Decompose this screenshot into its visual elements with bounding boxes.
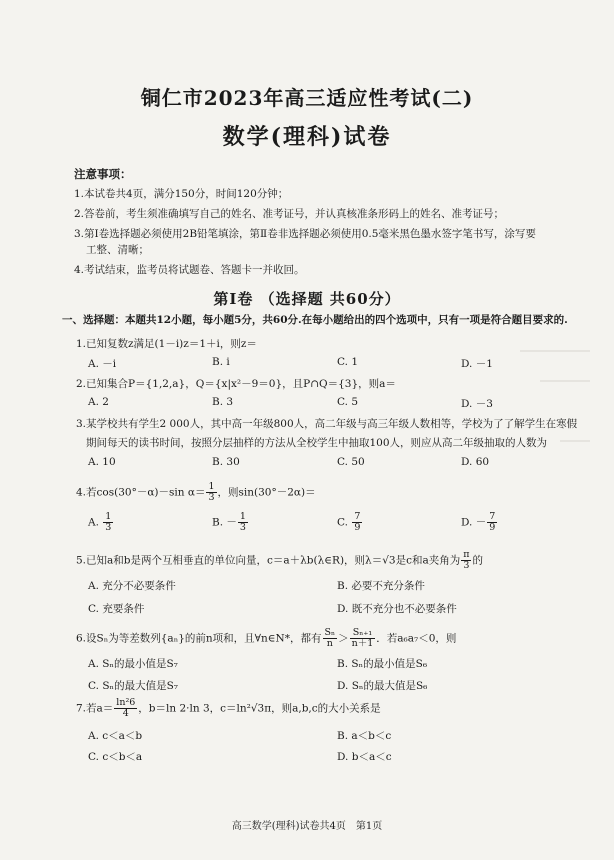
option-c: C. Sₙ的最大值是S₇: [88, 680, 178, 692]
scan-artifact: [520, 350, 590, 352]
section-heading: 第Ⅰ卷 （选择题 共60分）: [213, 290, 401, 308]
option-a: A. Sₙ的最小值是S₇: [88, 658, 178, 670]
question-3: 3.某学校共有学生2 000人，其中高一年级800人，高二年级与高三年级人数相等，学校为了了解学生在寒假: [76, 418, 578, 430]
option-a: A. －i: [88, 358, 117, 370]
option-d: D. －1: [461, 358, 493, 370]
option-b: B. － $\frac{1}{3}$: [212, 511, 246, 533]
option-b: B. i: [212, 356, 230, 368]
fraction: $\frac{1}{3}$: [208, 481, 215, 503]
question-4: 4.若cos(30°－α)－sin α＝ $\frac{1}{3}$ ，则sin(30°－2α)＝: [76, 481, 316, 503]
exam-subject: 数学(理科)试卷: [222, 124, 392, 150]
option-d: D. － $\frac{7}{9}$: [461, 511, 496, 533]
note-item: 2.答卷前，考生须准确填写自己的姓名、准考证号，并认真核准条形码上的姓名、准考证号；: [74, 208, 505, 220]
option-b: B. 3: [212, 396, 234, 408]
question-7: 7.若a＝ $\frac{\text{ln²6}}{4}$ ，b＝ln 2·ln 3，c＝ln²√3π，则a,b,c的大小关系是: [76, 697, 381, 719]
question-3-line-2: 期间每天的读书时间，按照分层抽样的方法从全校学生中抽取100人，则应从高二年级抽取的人数为: [86, 437, 548, 449]
question-6: 6.设Sₙ为等差数列{aₙ}的前n项和，且∀n∈N*，都有 $\frac{\text{Sₙ}}{n}$ ＞ $\frac{\text{Sₙ₊₁}}{n+1}$ ．若a₆a₇＜0，则: [76, 627, 457, 649]
section-intro: 一、选择题：本题共12小题，每小题5分，共60分.在每小题给出的四个选项中，只有一项是符合题目要求的.: [62, 314, 568, 326]
note-item: 工整、清晰；: [86, 244, 149, 256]
option-d: D. Sₙ的最大值是S₆: [337, 680, 428, 692]
option-a: A. 2: [88, 396, 109, 408]
scan-artifact: [540, 380, 590, 382]
question-2: 2.已知集合P＝{1,2,a}，Q＝{x|x²－9＝0}，且P∩Q＝{3}，则a＝: [76, 378, 396, 390]
option-c: C. 5: [337, 396, 359, 408]
option-c: C. 1: [337, 356, 359, 368]
note-item: 1.本试卷共4页，满分150分，时间120分钟；: [74, 188, 289, 200]
option-a: A. 10: [88, 456, 116, 468]
note-item: 3.第Ⅰ卷选择题必须使用2B铅笔填涂，第Ⅱ卷非选择题必须使用0.5毫米黑色墨水签字笔书写，涂写要: [74, 228, 536, 240]
note-item: 4.考试结束，监考员将试题卷、答题卡一并收回。: [74, 264, 305, 276]
exam-title: 铜仁市2023年高三适应性考试(二): [140, 86, 474, 110]
option-d: D. 既不充分也不必要条件: [337, 603, 457, 615]
option-d: D. －3: [461, 398, 493, 410]
option-c: C. 50: [337, 456, 365, 468]
option-c: C. c＜b＜a: [88, 751, 143, 763]
option-a: A. $\frac{1}{3}$: [88, 511, 112, 533]
option-a: A. c＜a＜b: [88, 730, 143, 742]
page-footer: 高三数学(理科)试卷共4页 第1页: [231, 821, 383, 832]
option-a: A. 充分不必要条件: [88, 580, 176, 592]
option-d: D. b＜a＜c: [337, 751, 392, 763]
option-c: C. $\frac{7}{9}$: [337, 511, 361, 533]
scan-artifact: [560, 440, 590, 442]
question-1: 1.已知复数z满足(1－i)z＝1＋i，则z＝: [76, 338, 257, 350]
option-b: B. a＜b＜c: [337, 730, 392, 742]
question-5: 5.已知a和b是两个互相垂直的单位向量，c＝a＋λb(λ∈R)，则λ＝√3是c和a夹角为 $\frac{\pi}{3}$ 的: [76, 549, 483, 571]
fraction: $\frac{\pi}{3}$: [463, 549, 470, 571]
notes-heading: 注意事项：: [74, 167, 132, 181]
option-b: B. Sₙ的最小值是S₆: [337, 658, 428, 670]
option-b: B. 必要不充分条件: [337, 580, 425, 592]
option-b: B. 30: [212, 456, 240, 468]
option-c: C. 充要条件: [88, 603, 145, 615]
option-d: D. 60: [461, 456, 490, 468]
